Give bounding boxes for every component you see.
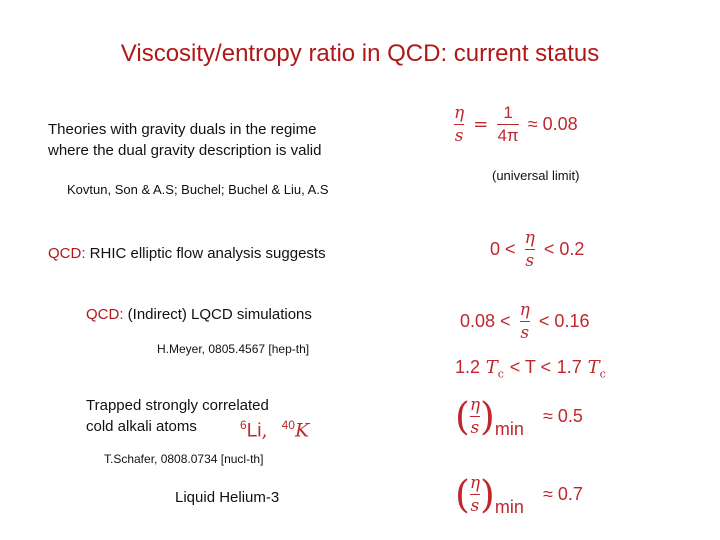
temperature-range-formula: 1.2 $T_c < T < 1.7$ $T_c$ [455, 357, 606, 381]
li-symbol: Li [246, 420, 262, 442]
helium-min-formula: ( $\frac{\eta}{s}$ )min ≈ 0.7 [455, 472, 583, 517]
gravity-line-1: Theories with gravity duals in the regime [48, 121, 317, 138]
k-symbol: K [294, 419, 310, 442]
rhic-range-formula: 0 < $\frac{\eta}{s}$ < 0.2 [490, 228, 585, 271]
kss-bound-formula: $\frac{\eta}{s}$ = $\frac{1}{4\pi}$ ≈ 0.08 [454, 103, 578, 146]
schafer-reference: T.Schafer, 0808.0734 [nucl-th] [104, 452, 264, 466]
qcd-rhic-text: RHIC elliptic flow analysis suggests [89, 245, 326, 262]
cold-atoms-min-formula: ( $\frac{\eta}{s}$ )min ≈ 0.5 [455, 394, 583, 439]
liquid-helium-text: Liquid Helium-3 [175, 489, 280, 506]
lqcd-range-formula: 0.08 < $\frac{\eta}{s}$ < 0.16 [460, 300, 590, 343]
approx-0-08: ≈ 0.08 [527, 114, 578, 134]
qcd-rhic-prefix: QCD: [48, 245, 86, 262]
qcd-rhic-line [48, 243, 326, 264]
isotopes-formula [240, 418, 309, 442]
qcd-lqcd-text: (Indirect) LQCD simulations [127, 306, 312, 323]
page-title: Viscosity/entropy ratio in QCD: current status [120, 40, 600, 67]
meyer-reference: H.Meyer, 0805.4567 [hep-th] [157, 342, 310, 356]
eta-over-s: $\frac{\eta}{s}$ [469, 395, 481, 438]
qcd-lqcd-line [86, 304, 312, 325]
gravity-line-2: where the dual gravity description is valid [48, 142, 322, 159]
one-over-four-pi: $\frac{1}{4\pi}$ [497, 103, 519, 145]
eta-over-s: $\frac{\eta}{s}$ [519, 300, 530, 343]
li-mass-number: 6 [240, 418, 247, 432]
isotope-separator: , [261, 419, 268, 442]
k-mass-number: 40 [281, 418, 295, 432]
universal-limit-label: (universal limit) [492, 168, 580, 183]
trapped-line-1: Trapped strongly correlated [86, 397, 269, 414]
eta-over-s: $\frac{\eta}{s}$ [454, 103, 465, 146]
trapped-line-2: cold alkali atoms [86, 418, 197, 435]
eta-over-s: $\frac{\eta}{s}$ [524, 228, 535, 271]
qcd-lqcd-prefix: QCD: [86, 306, 124, 323]
gravity-references: Kovtun, Son & A.S; Buchel; Buchel & Liu, A.S [67, 182, 329, 197]
eta-over-s: $\frac{\eta}{s}$ [469, 473, 481, 516]
gravity-duals-text [48, 119, 321, 161]
